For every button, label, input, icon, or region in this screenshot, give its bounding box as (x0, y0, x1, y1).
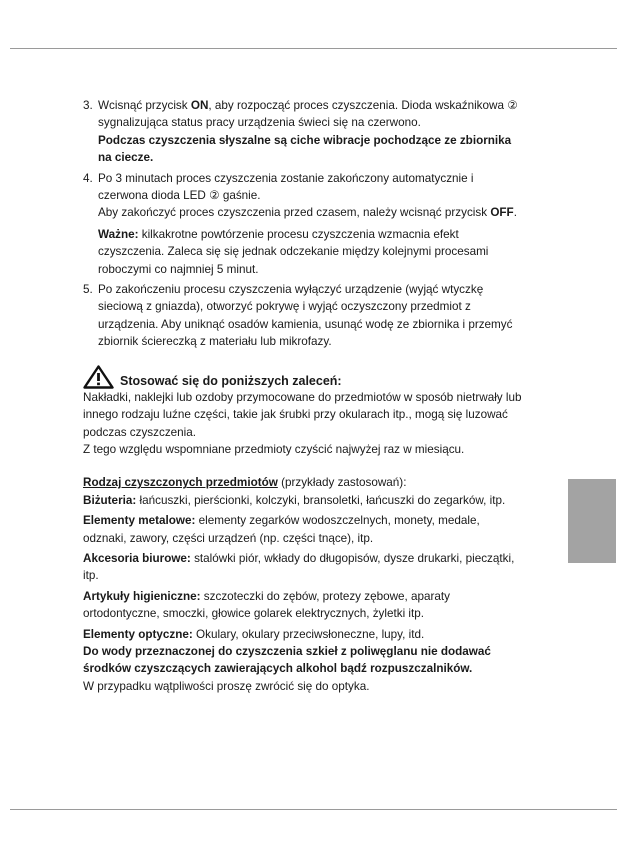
on-key-label: ON (190, 99, 209, 112)
warning-title: Stosować się do poniższych zaleceń: (120, 373, 342, 388)
step-5 (83, 281, 523, 351)
item-optical: Elementy optyczne: Okulary, okulary przeciwsłoneczne, lupy, itd. Do wody przeznaczonej do czyszczenia szkieł z poliwęglanu nie dodawać środków czyszczących zawierających alkohol bądź rozpuszczalników. W przypadku wątpliwości proszę zwrócić się do optyka. (83, 626, 523, 696)
optical-warning: Do wody przeznaczonej do czyszczenia szkieł z poliwęglanu nie dodawać środków czyszczących zawierających alkohol bądź rozpuszczalników. (83, 644, 491, 676)
step-3-bold-note: Podczas czyszczenia słyszalne są ciche wibracje pochodzące ze zbiornika na ciecze. (98, 133, 512, 165)
step-4-off-text: Aby zakończyć proces czyszczenia przed czasem, należy wcisnąć przycisk OFF. (98, 206, 517, 220)
warning-paragraph: Nakładki, naklejki lub ozdoby przymocowane do przedmiotów w sposób nietrwały lub innego rodzaju luźne części, takie jak śrubki przy okularach itp., mogą się luzować podczas czyszczenia. (83, 390, 522, 439)
warning-heading (83, 365, 523, 389)
off-key-label: OFF (490, 206, 514, 220)
step-4-text: Po 3 minutach proces czyszczenia zostanie zakończony automatycznie i czerwona dioda LED ② gaśnie. (98, 171, 474, 203)
step-number: 4. (83, 171, 93, 185)
step-4 (83, 170, 523, 278)
bottom-rule (10, 809, 617, 810)
steps-list (83, 97, 523, 351)
optical-note: W przypadku wątpliwości proszę zwrócić się do optyka. (83, 679, 370, 693)
item-office: Akcesoria biurowe: stalówki piór, wkłady do długopisów, dysze drukarki, pieczątki, itp. (83, 551, 515, 583)
types-heading: Rodzaj czyszczonych przedmiotów (przykłady zastosowań): (83, 476, 407, 490)
step-5-text: Po zakończeniu procesu czyszczenia wyłączyć urządzenie (wyjąć wtyczkę sieciową z gniazda), otworzyć pokrywę i wyjąć oczyszczony przedmiot z urządzenia. Aby uniknąć osadów kamienia, usunąć wodę ze zbiornika i przemyć zbiornik ściereczką z materiału lub mikrofazy. (98, 283, 513, 349)
step-3-text: Wcisnąć przycisk ON, aby rozpocząć proces czyszczenia. Dioda wskaźnikowa ② sygnalizująca status pracy urządzenia świeci się na czerwono. (98, 99, 518, 130)
step-number: 3. (83, 99, 93, 112)
step-number: 5. (83, 283, 93, 297)
item-metal: Elementy metalowe: elementy zegarków wodoszczelnych, monety, medale, odznaki, zawory, części urządzeń (np. części tnące), itp. (83, 514, 480, 545)
section-tab (568, 479, 616, 563)
page-content (83, 97, 523, 695)
top-rule (10, 48, 617, 49)
step-4-important-note: Ważne: kilkakrotne powtórzenie procesu czyszczenia wzmacnia efekt czyszczenia. Zaleca się się jednak odczekanie między kolejnymi procesami roboczymi co najmniej 5 minut. (98, 227, 489, 276)
step-3 (83, 97, 523, 167)
item-jewelry: Biżuteria: łańcuszki, pierścionki, kolczyki, bransoletki, łańcuszki do zegarków, itp. (83, 493, 506, 507)
warning-triangle-icon (83, 365, 114, 389)
warning-frequency: Z tego względu wspomniane przedmioty czyścić najwyżej raz w miesiącu. (83, 442, 465, 456)
item-hygiene: Artykuły higieniczne: szczoteczki do zębów, protezy zębowe, aparaty ortodontyczne, smoczki, głowice golarek elektrycznych, żyletki itp. (83, 589, 451, 621)
